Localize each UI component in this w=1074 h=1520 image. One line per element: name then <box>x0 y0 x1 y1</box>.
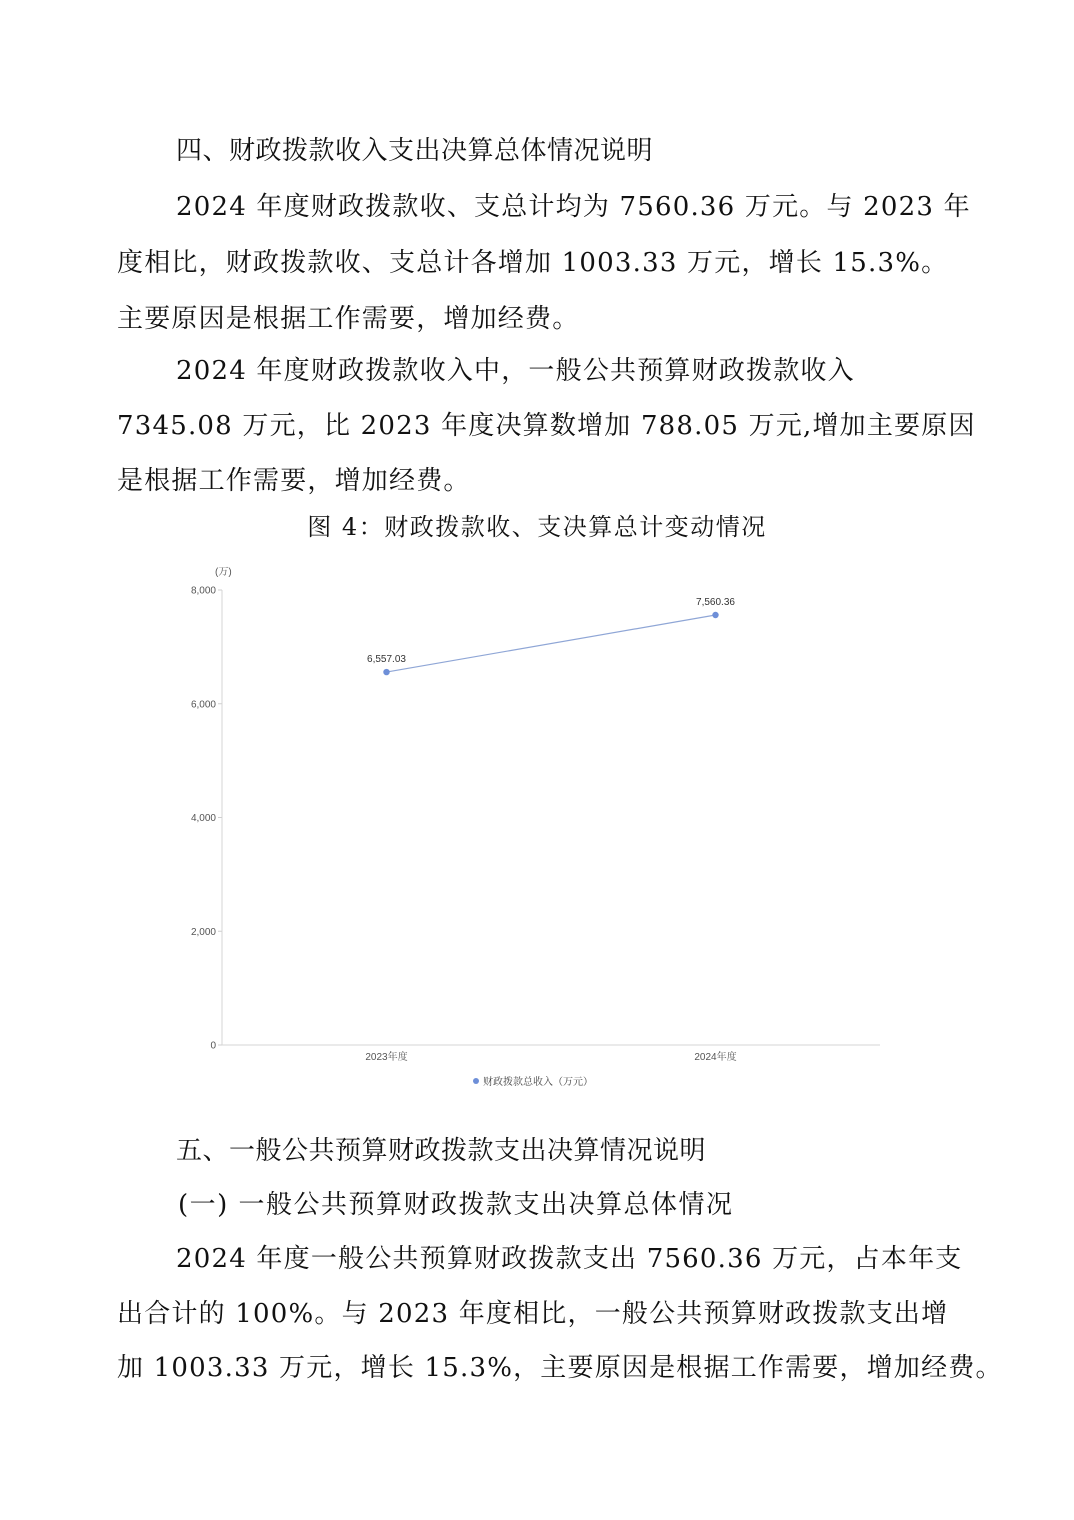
series-line <box>367 597 735 675</box>
y-tick-label: 4,000 <box>190 813 216 824</box>
y-axis <box>191 586 222 1052</box>
section-5-heading: 五、一般公共预算财政拨款支出决算情况说明 <box>176 1136 707 1166</box>
y-tick-label: 6,000 <box>190 699 216 711</box>
section-5-subheading: (一) 一般公共预算财政拨款支出决算总体情况 <box>178 1190 734 1220</box>
y-unit-label: (万) <box>215 567 232 578</box>
legend-marker <box>473 1078 479 1084</box>
paragraph-line: 主要原因是根据工作需要，增加经费。 <box>117 304 580 334</box>
data-point <box>712 612 718 618</box>
data-label: 7,560.36 <box>696 597 735 609</box>
paragraph-line: 2024 年度一般公共预算财政拨款支出 7560.36 万元，占本年支 <box>176 1244 963 1274</box>
figure-caption: 图 4：财政拨款收、支决算总计变动情况 <box>307 513 767 541</box>
paragraph-line: 2024 年度财政拨款收、支总计均为 7560.36 万元。与 2023 年 <box>176 192 971 222</box>
series-line-path <box>387 615 716 672</box>
x-axis <box>222 1045 880 1063</box>
x-tick-label: 2024年度 <box>694 1052 737 1063</box>
legend-label: 财政拨款总收入（万元） <box>483 1077 593 1088</box>
y-tick-label: 8,000 <box>190 585 216 597</box>
paragraph-line: 出合计的 100%。与 2023 年度相比，一般公共预算财政拨款支出增 <box>117 1299 949 1329</box>
paragraph-line: 是根据工作需要，增加经费。 <box>117 466 471 496</box>
legend[interactable] <box>473 1075 593 1088</box>
y-tick-label: 0 <box>210 1040 216 1052</box>
paragraph-line: 度相比，财政拨款收、支总计各增加 1003.33 万元，增长 15.3%。 <box>117 248 949 278</box>
x-tick-label: 2023年度 <box>365 1052 408 1063</box>
paragraph-line: 加 1003.33 万元，增长 15.3%，主要原因是根据工作需要，增加经费。 <box>117 1353 1003 1383</box>
y-tick-label: 2,000 <box>190 926 216 938</box>
paragraph-line: 2024 年度财政拨款收入中，一般公共预算财政拨款收入 <box>176 356 855 386</box>
data-label: 6,557.03 <box>367 654 406 666</box>
paragraph-line: 7345.08 万元，比 2023 年度决算数增加 788.05 万元,增加主要原因 <box>117 411 976 441</box>
data-point <box>383 669 389 675</box>
section-4-heading: 四、财政拨款收入支出决算总体情况说明 <box>176 136 654 166</box>
